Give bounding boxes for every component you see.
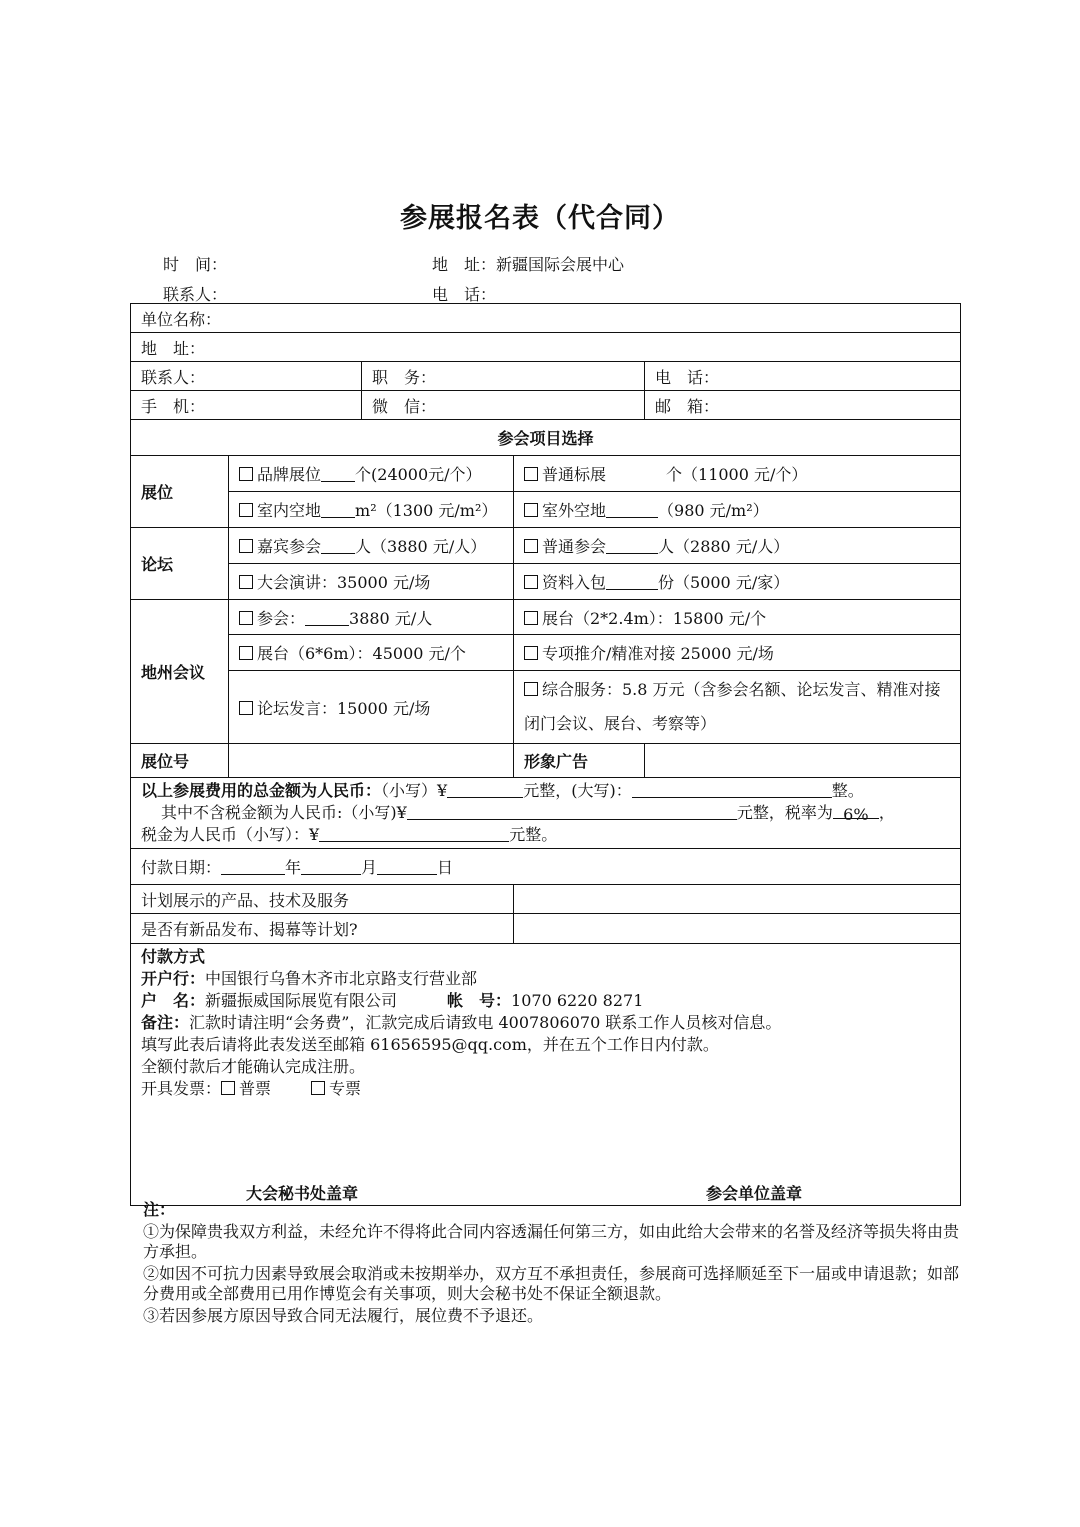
- quantity-blank[interactable]: [606, 503, 658, 518]
- phone-label: 电 话：: [432, 285, 497, 304]
- contact-label: 联系人：: [163, 285, 228, 304]
- booth-category-label: 展位: [131, 456, 229, 528]
- checkbox-icon[interactable]: [524, 503, 538, 517]
- phone-field[interactable]: 电 话：: [645, 362, 961, 391]
- outdoor-space-option[interactable]: 室外空地 （980 元/m²）: [514, 492, 961, 528]
- promotion-option[interactable]: 专项推介/精准对接 25000 元/场: [514, 635, 961, 671]
- checkbox-icon[interactable]: [524, 575, 538, 589]
- regional-speech-option[interactable]: 论坛发言：15000 元/场: [229, 671, 514, 744]
- booth-number-input[interactable]: [229, 744, 514, 778]
- material-option[interactable]: 资料入包 份（5000 元/家）: [514, 564, 961, 600]
- regional-attend-option[interactable]: 参会： 3880 元/人: [229, 600, 514, 635]
- email-field[interactable]: 邮 箱：: [645, 391, 961, 420]
- checkbox-icon[interactable]: [239, 611, 253, 625]
- registration-form-table: [130, 303, 961, 1206]
- planned-products-input[interactable]: [514, 885, 961, 914]
- image-ad-input[interactable]: [645, 744, 961, 778]
- quantity-blank[interactable]: [321, 467, 355, 482]
- invoice-choice: 开具发票： 普票 专票: [141, 1079, 362, 1098]
- normal-attend-option[interactable]: 普通参会 人（2880 元/人）: [514, 528, 961, 564]
- position-field[interactable]: 职 务：: [362, 362, 645, 391]
- note-3: ③若因参展方原因导致合同无法履行，展位费不予退还。: [143, 1306, 544, 1325]
- page-title: 参展报名表（代合同）: [400, 203, 680, 234]
- section-title: 参会项目选择: [131, 420, 961, 456]
- planned-products-label: 计划展示的产品、技术及服务: [131, 885, 514, 914]
- invoice-special-checkbox[interactable]: [311, 1081, 325, 1095]
- year-blank[interactable]: [221, 860, 285, 875]
- day-blank[interactable]: [377, 860, 437, 875]
- company-address-field[interactable]: 地 址：: [131, 333, 961, 362]
- note-1: ①为保障贵我双方利益，未经允许不得将此合同内容透漏任何第三方，如由此给大会带来的名誉及经济等损失将由贵方承担。: [143, 1222, 960, 1261]
- payment-title: 付款方式: [141, 947, 206, 966]
- full-payment-note: 全额付款后才能确认完成注册。: [141, 1057, 366, 1076]
- invoice-normal-checkbox[interactable]: [221, 1081, 235, 1095]
- note-2: ②如因不可抗力因素导致展会取消或未按期举办，双方互不承担责任，参展商可选择顺延至下一届或申请退款；如部分费用或全部费用已用作博览会有关事项，则大会秘书处不保证全额退款。: [143, 1264, 960, 1303]
- pretax-amount-blank[interactable]: [407, 805, 737, 820]
- exhibitor-stamp-label: 参会单位盖章: [706, 1184, 803, 1203]
- tax-rate-value: 6%: [833, 804, 879, 819]
- quantity-blank[interactable]: [321, 503, 355, 518]
- launch-plan-label: 是否有新品发布、揭幕等计划?: [131, 914, 514, 944]
- checkbox-icon[interactable]: [239, 467, 253, 481]
- organizer-stamp-label: 大会秘书处盖章: [246, 1184, 359, 1203]
- small-stand-option[interactable]: 展台（2*2.4m）：15800 元/个: [514, 600, 961, 635]
- wechat-field[interactable]: 微 信：: [362, 391, 645, 420]
- large-stand-option[interactable]: 展台（6*6m）：45000 元/个: [229, 635, 514, 671]
- booth-number-label: 展位号: [131, 744, 229, 778]
- amount-words-blank[interactable]: [632, 783, 832, 798]
- launch-plan-input[interactable]: [514, 914, 961, 944]
- checkbox-icon[interactable]: [239, 539, 253, 553]
- total-amount-block: 以上参展费用的总金额为人民币：（小写）¥ 元整，(大写)： 整。 其中不含税金额为人民币:（小写)¥ 元整，税率为 6% ， 税金为人民币（小写）：¥ 元整。: [131, 778, 961, 849]
- checkbox-icon[interactable]: [239, 503, 253, 517]
- indoor-space-option[interactable]: 室内空地 m²（1300 元/m²）: [229, 492, 514, 528]
- month-blank[interactable]: [301, 860, 361, 875]
- payment-method-block: 付款方式 开户行：中国银行乌鲁木齐市北京路支行营业部 户 名：新疆振威国际展览有限公司 帐 号：1070 6220 8271 备注：汇款时请注明“会务费”，汇款完成后请致电 4007806070 联系工作人员核对信息。 填写此表后请将此表发送至邮箱 61656595@qq.com，并在五个工作日内付款。 全额付款后才能确认完成注册。 开具发票： 普票 专票 大会秘书处盖章 参会单位盖章: [131, 944, 961, 1206]
- quantity-blank[interactable]: [321, 539, 355, 554]
- contact-person-field[interactable]: 联系人：: [131, 362, 362, 391]
- mobile-field[interactable]: 手 机：: [131, 391, 362, 420]
- quantity-blank[interactable]: [606, 575, 658, 590]
- quantity-blank[interactable]: [606, 539, 658, 554]
- checkbox-icon[interactable]: [239, 701, 253, 715]
- tax-amount-blank[interactable]: [319, 827, 509, 842]
- checkbox-icon[interactable]: [524, 611, 538, 625]
- checkbox-icon[interactable]: [239, 575, 253, 589]
- venue-address: 地 址：新疆国际会展中心: [432, 255, 625, 274]
- regional-category-label: 地州会议: [131, 600, 229, 744]
- email-instruction: 填写此表后请将此表发送至邮箱 61656595@qq.com，并在五个工作日内付款。: [141, 1035, 719, 1054]
- checkbox-icon[interactable]: [524, 646, 538, 660]
- notes-title: 注：: [143, 1200, 176, 1219]
- amount-blank[interactable]: [447, 783, 523, 798]
- company-name-field[interactable]: 单位名称：: [131, 304, 961, 333]
- checkbox-icon[interactable]: [524, 539, 538, 553]
- quantity-blank[interactable]: [305, 611, 349, 626]
- vip-attend-option[interactable]: 嘉宾参会 人（3880 元/人）: [229, 528, 514, 564]
- checkbox-icon[interactable]: [524, 682, 538, 696]
- notes-section: [143, 1200, 963, 1328]
- forum-category-label: 论坛: [131, 528, 229, 600]
- image-ad-label: 形象广告: [514, 744, 645, 778]
- service-package-option[interactable]: 综合服务：5.8 万元（含参会名额、论坛发言、精准对接闭门会议、展台、考察等）: [514, 671, 961, 744]
- time-label: 时 间：: [163, 255, 228, 274]
- checkbox-icon[interactable]: [524, 467, 538, 481]
- brand-booth-option[interactable]: 品牌展位 个(24000元/个）: [229, 456, 514, 492]
- checkbox-icon[interactable]: [239, 646, 253, 660]
- keynote-option[interactable]: 大会演讲：35000 元/场: [229, 564, 514, 600]
- payment-date-field: 付款日期： 年 月 日: [131, 849, 961, 885]
- standard-booth-option[interactable]: 普通标展 个（11000 元/个）: [514, 456, 961, 492]
